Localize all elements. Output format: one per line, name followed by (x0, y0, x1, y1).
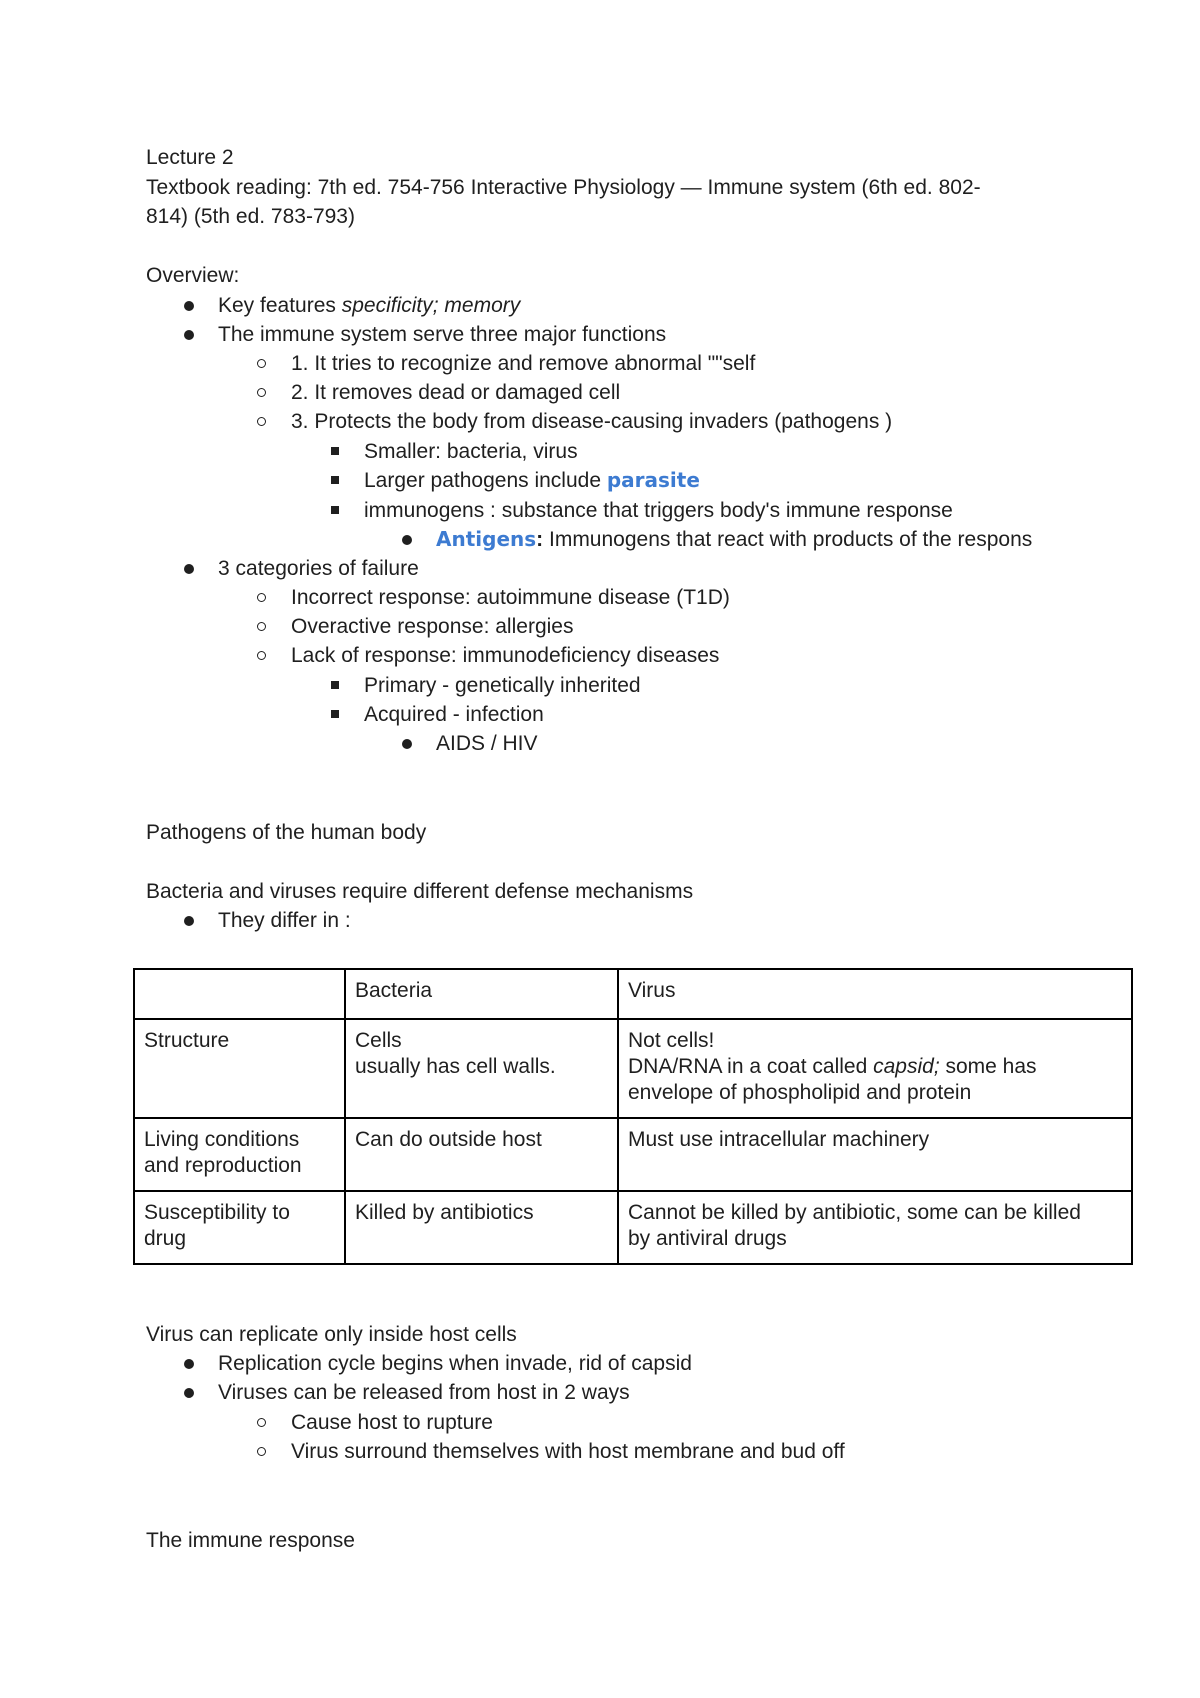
antigens-keyword: Antigens (436, 527, 537, 551)
bullet-disc (184, 1388, 194, 1398)
bullet-circle (257, 622, 266, 631)
bullet-circle (257, 388, 266, 397)
row-label: Living conditions and reproduction (134, 1118, 345, 1191)
immune-heading: The immune response (146, 1529, 355, 1552)
smaller-pathogens: Smaller: bacteria, virus (364, 440, 578, 463)
bacteria-cell: Cells usually has cell walls. (345, 1019, 618, 1118)
bullet-disc (402, 739, 412, 749)
bullet-circle (257, 651, 266, 660)
table-row (134, 1191, 1132, 1264)
failure-2: Overactive response: allergies (291, 615, 574, 638)
bullet-circle (257, 359, 266, 368)
lecture-title: Lecture 2 (146, 146, 234, 169)
rupture-item: Cause host to rupture (291, 1411, 493, 1434)
parasite-keyword: parasite (606, 468, 700, 492)
antigens-item: Antigens: Immunogens that react with products of the respons (436, 527, 1033, 551)
bullet-square (331, 681, 339, 689)
bullet-circle (257, 593, 266, 602)
bullet-square (331, 476, 339, 484)
bullet-disc (184, 330, 194, 340)
failure-3: Lack of response: immunodeficiency diseases (291, 644, 720, 667)
row-label: Structure (134, 1019, 345, 1118)
bacteria-cell: Killed by antibiotics (345, 1191, 618, 1264)
bullet-square (331, 447, 339, 455)
replication-item: Replication cycle begins when invade, rid of capsid (218, 1352, 692, 1375)
bud-item: Virus surround themselves with host membrane and bud off (291, 1440, 845, 1463)
bullet-disc (184, 916, 194, 926)
virus-cell: Not cells! DNA/RNA in a coat called capsid; some has envelope of phospholipid and protein (618, 1019, 1132, 1118)
function-2: 2. It removes dead or damaged cell (291, 381, 621, 404)
failure-1: Incorrect response: autoimmune disease (T1D) (291, 586, 730, 609)
acquired-item: Acquired - infection (364, 703, 544, 726)
reading-line-1: Textbook reading: 7th ed. 754-756 Interactive Physiology — Immune system (6th ed. 802- (146, 176, 981, 199)
bullet-disc (184, 301, 194, 311)
reading-line-2: 814) (5th ed. 783-793) (146, 205, 355, 228)
virus-heading: Virus can replicate only inside host cells (146, 1323, 517, 1346)
table-cell (134, 969, 345, 1019)
table-row (134, 1019, 1132, 1118)
header-virus: Virus (618, 969, 1132, 1019)
differ-item: They differ in : (218, 909, 351, 932)
aids-item: AIDS / HIV (436, 732, 538, 755)
row-label: Susceptibility to drug (134, 1191, 345, 1264)
defense-line: Bacteria and viruses require different defense mechanisms (146, 880, 694, 903)
bullet-square (331, 506, 339, 514)
table-header-row (134, 969, 1132, 1019)
immunogens-item: immunogens : substance that triggers body's immune response (364, 499, 953, 522)
bullet-square (331, 710, 339, 718)
table-row (134, 1118, 1132, 1191)
failure-item: 3 categories of failure (218, 557, 419, 580)
bullet-disc (184, 564, 194, 574)
function-3: 3. Protects the body from disease-causing invaders (pathogens ) (291, 410, 893, 433)
bacteria-cell: Can do outside host (345, 1118, 618, 1191)
function-1: 1. It tries to recognize and remove abnormal ""self (291, 352, 756, 375)
comparison-table (133, 968, 1133, 1265)
header-bacteria: Bacteria (345, 969, 618, 1019)
key-features-item: Key features specificity; memory (218, 294, 521, 317)
virus-cell: Must use intracellular machinery (618, 1118, 1132, 1191)
larger-pathogens: Larger pathogens include parasite (364, 468, 700, 492)
bullet-disc (184, 1359, 194, 1369)
bullet-circle (257, 417, 266, 426)
pathogens-heading: Pathogens of the human body (146, 821, 427, 844)
overview-heading: Overview: (146, 264, 240, 287)
bullet-circle (257, 1447, 266, 1456)
bullet-circle (257, 1418, 266, 1427)
release-item: Viruses can be released from host in 2 ways (218, 1381, 630, 1404)
functions-item: The immune system serve three major functions (218, 323, 667, 346)
primary-item: Primary - genetically inherited (364, 674, 641, 697)
virus-cell: Cannot be killed by antibiotic, some can be killed by antiviral drugs (618, 1191, 1132, 1264)
bullet-disc (402, 535, 412, 545)
